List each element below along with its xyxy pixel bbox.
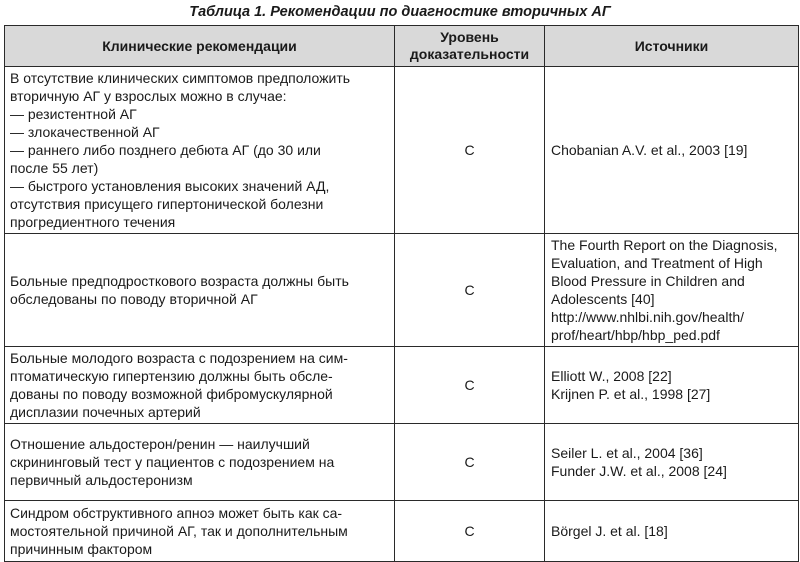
source-line: Elliott W., 2008 [22]: [551, 368, 672, 384]
table-row: [5, 424, 799, 501]
source-cell: [545, 67, 799, 234]
source-line: Seiler L. et al., 2004 [36]: [551, 445, 703, 461]
table-row: [5, 347, 799, 424]
evidence-level-cell: C: [395, 347, 545, 424]
source-line: The Fourth Report on the Diagnosis,: [551, 237, 778, 253]
recommendation-line: прогредиентного течения: [10, 214, 176, 230]
table-row: [5, 234, 799, 347]
recommendations-table: [4, 25, 799, 562]
source-line: Blood Pressure in Children and: [551, 273, 745, 289]
recommendation-cell: [5, 501, 395, 562]
evidence-level-cell: C: [395, 501, 545, 562]
recommendation-line: Отношение альдостерон/ренин — наилучший: [10, 436, 310, 452]
source-line: Evaluation, and Treatment of High: [551, 255, 763, 271]
header-level-line: Уровень: [440, 29, 499, 45]
recommendation-line: — злокачественной АГ: [10, 124, 160, 140]
header-recommendations: Клинические рекомендации: [5, 26, 395, 67]
source-link[interactable]: http://www.nhlbi.nih.gov/health/: [551, 309, 745, 325]
recommendation-line: дованы по поводу возможной фибромускулярной: [10, 386, 333, 402]
recommendation-line: причинным фактором: [10, 541, 153, 557]
recommendation-line: Синдром обструктивного апноэ может быть как са-: [10, 505, 343, 521]
recommendation-line: первичный альдостеронизм: [10, 472, 193, 488]
header-row: [5, 26, 799, 67]
header-level: [395, 26, 545, 67]
recommendation-line: — быстрого установления высоких значений АД,: [10, 178, 330, 194]
recommendation-line: — раннего либо позднего дебюта АГ (до 30 или: [10, 142, 321, 158]
recommendation-line: Больные молодого возраста с подозрением на сим-: [10, 350, 348, 366]
recommendation-cell: [5, 424, 395, 501]
recommendation-line: отсутствия присущего гипертонической болезни: [10, 196, 324, 212]
header-level-line: доказательности: [409, 46, 530, 62]
source-cell: [545, 347, 799, 424]
recommendation-line: — резистентной АГ: [10, 106, 137, 122]
recommendation-cell: [5, 67, 395, 234]
recommendation-line: дисплазии почечных артерий: [10, 404, 201, 420]
recommendation-line: вторичную АГ у взрослых можно в случае:: [10, 88, 287, 104]
recommendation-line: мостоятельной причиной АГ, так и дополнительным: [10, 523, 348, 539]
source-line: Chobanian A.V. et al., 2003 [19]: [551, 142, 748, 158]
source-line: Börgel J. et al. [18]: [551, 523, 668, 539]
table-caption: Таблица 1. Рекомендации по диагностике вторичных АГ: [189, 4, 611, 20]
recommendation-cell: [5, 347, 395, 424]
recommendation-line: обследованы по поводу вторичной АГ: [10, 291, 258, 307]
recommendation-line: птоматическую гипертензию должны быть обсле-: [10, 368, 333, 384]
recommendation-line: после 55 лет): [10, 160, 99, 176]
evidence-level-cell: C: [395, 424, 545, 501]
source-link[interactable]: prof/heart/hbp/hbp_ped.pdf: [551, 327, 720, 343]
source-line: Krijnen P. et al., 1998 [27]: [551, 386, 711, 402]
table-row: [5, 67, 799, 234]
recommendation-line: скрининговый тест у пациентов с подозрением на: [10, 454, 335, 470]
recommendation-line: Больные предподросткового возраста должны быть: [10, 273, 349, 289]
source-cell: [545, 424, 799, 501]
source-cell: [545, 234, 799, 347]
source-cell: [545, 501, 799, 562]
evidence-level-cell: C: [395, 67, 545, 234]
source-line: Funder J.W. et al., 2008 [24]: [551, 463, 727, 479]
header-sources: Источники: [545, 26, 799, 67]
recommendation-line: В отсутствие клинических симптомов предположить: [10, 70, 351, 86]
source-line: Adolescents [40]: [551, 291, 655, 307]
recommendation-cell: [5, 234, 395, 347]
table-row: [5, 501, 799, 562]
evidence-level-cell: C: [395, 234, 545, 347]
